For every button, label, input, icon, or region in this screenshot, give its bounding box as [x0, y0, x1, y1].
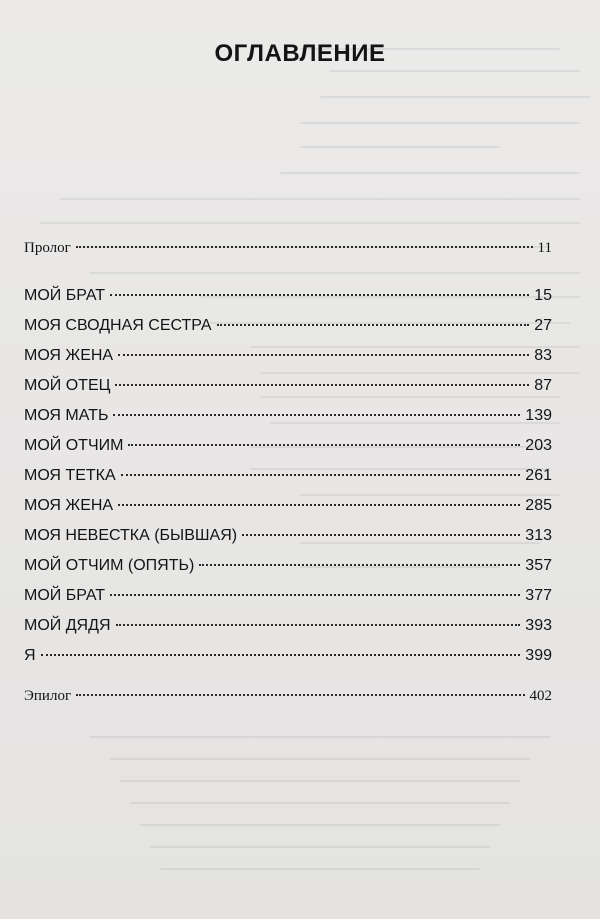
dot-leader: [115, 384, 529, 386]
dot-leader: [41, 654, 521, 656]
dot-leader: [110, 594, 520, 596]
dot-leader: [121, 474, 521, 476]
dot-leader: [199, 564, 520, 566]
toc-entry: [24, 317, 552, 341]
toc-entry: [24, 437, 552, 461]
dot-leader: [76, 694, 524, 696]
page-title: ОГЛАВЛЕНИЕ: [214, 40, 386, 67]
toc-entry-page-number: 313: [525, 527, 552, 544]
dot-leader: [116, 624, 521, 626]
toc-entry: [24, 497, 552, 521]
toc-entry-title: МОЙ ОТЧИМ: [24, 437, 124, 454]
toc-entry-title: МОЯ ЖЕНА: [24, 347, 114, 364]
toc-entry-title: МОЯ НЕВЕСТКА (БЫВШАЯ): [24, 527, 238, 544]
toc-entry: [24, 647, 552, 671]
toc-entry-page-number: 393: [525, 617, 552, 634]
dot-leader: [118, 354, 529, 356]
toc-entry-page-number: 377: [525, 587, 552, 604]
toc-entry-page-number: 27: [534, 317, 552, 334]
toc-entry-title: МОЙ ОТЧИМ (ОПЯТЬ): [24, 557, 195, 574]
toc-entry: [24, 347, 552, 371]
toc-entry-page-number: 261: [525, 467, 552, 484]
toc-entry-page-number: 139: [525, 407, 552, 424]
toc-entry-title: МОЙ БРАТ: [24, 287, 106, 304]
dot-leader: [110, 294, 529, 296]
dot-leader: [217, 324, 530, 326]
toc-entry-page-number: 402: [529, 688, 552, 704]
toc-entry-title: МОЯ ЖЕНА: [24, 497, 114, 514]
toc-entry: [24, 587, 552, 611]
toc-entry: [24, 617, 552, 641]
toc-entry-page-number: 87: [534, 377, 552, 394]
toc-entry: [24, 688, 552, 712]
toc-entry: [24, 407, 552, 431]
toc-entry-title: Пролог: [24, 240, 71, 256]
toc-entry-page-number: 203: [525, 437, 552, 454]
toc-entry-page-number: 11: [537, 240, 552, 256]
dot-leader: [113, 414, 520, 416]
toc-entry-title: МОЙ БРАТ: [24, 587, 106, 604]
toc-entry-title: МОЙ ДЯДЯ: [24, 617, 111, 634]
dot-leader: [118, 504, 520, 506]
dot-leader: [242, 534, 520, 536]
toc-entry: [24, 527, 552, 551]
toc-entry-page-number: 15: [534, 287, 552, 304]
toc-entry-title: МОЙ ОТЕЦ: [24, 377, 111, 394]
toc-entry-title: Эпилог: [24, 688, 72, 704]
dot-leader: [128, 444, 520, 446]
toc-entry-page-number: 285: [525, 497, 552, 514]
toc-entry: [24, 467, 552, 491]
toc-entry: [24, 287, 552, 311]
toc-entry-title: МОЯ СВОДНАЯ СЕСТРА: [24, 317, 212, 334]
toc-entry-page-number: 399: [525, 647, 552, 664]
toc-entry: [24, 557, 552, 581]
toc-entry-title: МОЯ ТЕТКА: [24, 467, 116, 484]
toc-entry-title: Я: [24, 647, 36, 664]
toc-entry-page-number: 83: [534, 347, 552, 364]
toc-entry: [24, 240, 552, 264]
toc-entry: [24, 377, 552, 401]
toc-entry-page-number: 357: [525, 557, 552, 574]
toc-entry-title: МОЯ МАТЬ: [24, 407, 109, 424]
dot-leader: [76, 246, 533, 248]
